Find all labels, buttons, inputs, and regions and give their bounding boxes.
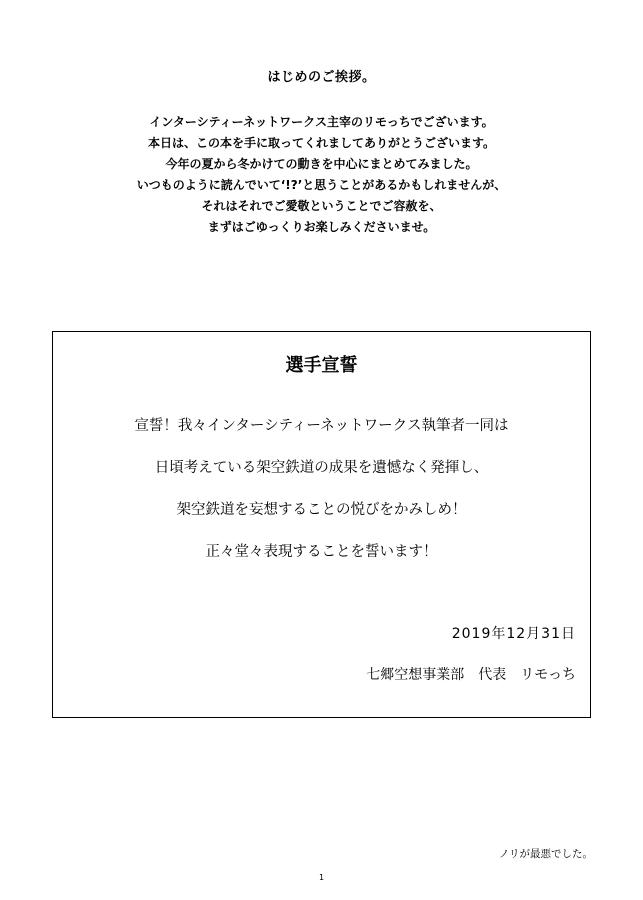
greeting-section — [0, 68, 643, 238]
footnote: ノリが最悪でした。 — [498, 848, 593, 860]
greeting-line: それはそれでご愛敬ということでご容赦を、 — [201, 199, 442, 213]
oath-box — [52, 331, 591, 718]
page-number: 1 — [318, 873, 325, 882]
greeting-title: はじめのご挨拶。 — [267, 70, 376, 85]
oath-line: 架空鉄道を妄想することの悦びをかみしめ！ — [176, 502, 467, 518]
greeting-line: まずはごゆっくりお楽しみくださいませ。 — [207, 220, 436, 234]
greeting-body — [0, 112, 643, 238]
oath-signature: 七郷空想事業部 代表 リモっち — [366, 667, 576, 683]
greeting-line: 今年の夏から冬かけての動きを中心にまとめてみました。 — [165, 157, 478, 171]
oath-line: 日頃考えている架空鉄道の成果を遺憾なく発揮し、 — [154, 460, 489, 476]
oath-line: 宣誓！我々インターシティーネットワークス執筆者一同は — [134, 418, 509, 434]
oath-date: 2019年12月31日 — [451, 626, 576, 642]
oath-title: 選手宣誓 — [285, 355, 358, 376]
greeting-line: インターシティーネットワークス主宰のリモっちでございます。 — [149, 115, 494, 129]
oath-line: 正々堂々表現することを誓います！ — [205, 544, 438, 560]
greeting-line: 本日は、この本を手に取ってくれましてありがとうございます。 — [147, 136, 496, 150]
oath-text — [53, 416, 590, 584]
greeting-line: いつものように読んでいて‘!?’と思うことがあるかもしれませんが、 — [136, 178, 507, 192]
